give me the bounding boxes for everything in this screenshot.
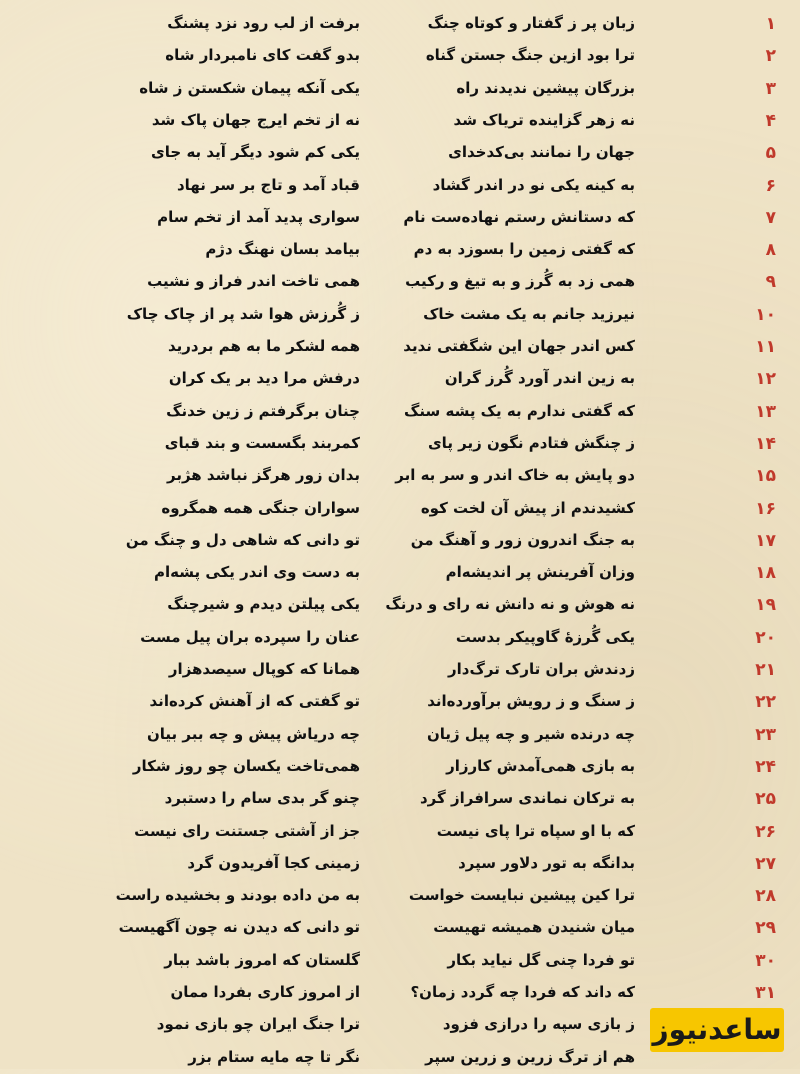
first-hemistich: تو دانی که شاهی دل و چنگ من xyxy=(125,530,360,549)
second-hemistich: نه زهر گزاینده تریاک شد xyxy=(453,110,635,129)
second-hemistich: زدندش بران تارک ترگ‌دار xyxy=(448,660,635,678)
first-hemistich: جز از آشتی جستنت رای نیست xyxy=(134,821,360,840)
first-hemistich: عنان را سپرده بران پیل مست xyxy=(140,627,360,646)
verse-number: ۲۹ xyxy=(755,918,776,939)
verse-number: ۲ xyxy=(765,46,776,67)
second-hemistich: کشیدندم از پیش آن لخت کوه xyxy=(420,498,635,517)
first-hemistich: یکی پیلتن دیدم و شیرچنگ xyxy=(167,595,360,614)
logo-text: ساعدنیوز xyxy=(652,1013,782,1046)
verse-number: ۱۰ xyxy=(755,304,776,325)
first-hemistich: همی‌تاخت یکسان چو روز شکار xyxy=(132,756,360,775)
verse-row xyxy=(0,493,800,525)
first-hemistich: تو دانی که دیدن نه چون آگهیست xyxy=(118,918,360,937)
verse-number: ۲۲ xyxy=(755,692,776,713)
verse-number: ۶ xyxy=(765,175,776,196)
second-hemistich: زبان پر ز گفتار و کوتاه چنگ xyxy=(427,14,635,32)
verse-number: ۲۷ xyxy=(755,853,776,874)
verse-row xyxy=(0,234,800,266)
verse-number: ۲۴ xyxy=(755,756,776,777)
verse-row xyxy=(0,266,800,298)
verse-row xyxy=(0,880,800,912)
second-hemistich: ترا بود ازین جنگ جستن گناه xyxy=(425,46,635,65)
verse-number: ۸ xyxy=(765,240,776,261)
second-hemistich: بدانگه به تور دلاور سپرد xyxy=(458,853,635,872)
first-hemistich: نه از تخم ایرج جهان پاک شد xyxy=(151,110,360,129)
first-hemistich: گلستان که امروز باشد ببار xyxy=(164,950,360,969)
second-hemistich: که گفتی ندارم به یک پشه سنگ xyxy=(404,401,635,420)
verse-row xyxy=(0,525,800,557)
verse-row xyxy=(0,945,800,977)
second-hemistich: همی زد به گُرز و به تیغ و رکیب xyxy=(405,272,635,291)
first-hemistich: زمینی کجا آفریدون گرد xyxy=(187,853,360,872)
second-hemistich: جهان را نمانند بی‌کدخدای xyxy=(448,143,635,162)
second-hemistich: هم از ترگ زرین و زرین سپر xyxy=(425,1047,635,1066)
verse-row xyxy=(0,40,800,72)
verse-row xyxy=(0,170,800,202)
second-hemistich: به کینه یکی نو در اندر گشاد xyxy=(432,175,635,194)
verse-row xyxy=(0,977,800,1009)
first-hemistich: از امروز کاری بفردا ممان xyxy=(170,983,360,1001)
verse-row xyxy=(0,719,800,751)
verse-number: ۱۴ xyxy=(755,433,776,454)
first-hemistich: چه دریاش پیش و چه ببر بیان xyxy=(146,724,360,743)
verse-number: ۲۵ xyxy=(755,789,776,810)
verse-row xyxy=(0,816,800,848)
verse-number: ۲۱ xyxy=(755,660,776,680)
first-hemistich: ترا جنگ ایران چو بازی نمود xyxy=(156,1015,360,1034)
first-hemistich: بیامد بسان نهنگ دژم xyxy=(205,240,360,259)
verse-row xyxy=(0,428,800,460)
second-hemistich: بزرگان پیشین ندیدند راه xyxy=(456,78,635,97)
verse-row xyxy=(0,686,800,718)
second-hemistich: میان شنیدن همیشه تهیست xyxy=(433,918,635,937)
verse-number: ۳۱ xyxy=(755,983,776,1003)
verse-number: ۹ xyxy=(765,272,776,293)
verse-number: ۱ xyxy=(765,14,776,34)
first-hemistich: یکی آنکه پیمان شکستن ز شاه xyxy=(139,78,360,97)
first-hemistich: یکی کم شود دیگر آید به جای xyxy=(151,143,360,162)
second-hemistich: که داند که فردا چه گردد زمان؟ xyxy=(410,983,635,1001)
verse-row xyxy=(0,848,800,880)
second-hemistich: چه درنده شیر و چه پیل ژیان xyxy=(426,724,635,743)
second-hemistich: نیرزید جانم به یک مشت خاک xyxy=(423,304,635,323)
verse-row xyxy=(0,137,800,169)
first-hemistich: همه لشکر ما به هم بردرید xyxy=(167,337,360,355)
verse-number: ۵ xyxy=(765,143,776,164)
first-hemistich: بدان زور هرگز نباشد هژبر xyxy=(166,466,360,485)
first-hemistich: برفت از لب رود نزد پشنگ xyxy=(167,14,360,32)
first-hemistich: همانا که کوپال سیصدهزار xyxy=(168,660,360,678)
verse-row xyxy=(0,73,800,105)
verse-number: ۳ xyxy=(765,78,776,99)
first-hemistich: سواری پدید آمد از تخم سام xyxy=(157,207,360,226)
verse-row xyxy=(0,363,800,395)
verse-row xyxy=(0,654,800,686)
second-hemistich: که گفتی زمین را بسوزد به دم xyxy=(413,240,635,259)
first-hemistich: همی تاخت اندر فراز و نشیب xyxy=(147,272,360,291)
second-hemistich: به بازی همی‌آمدش کارزار xyxy=(446,756,635,775)
verse-row xyxy=(0,202,800,234)
second-hemistich: که با او سپاه ترا پای نیست xyxy=(436,821,635,840)
verse-number: ۳۰ xyxy=(755,950,776,971)
second-hemistich: که دستانش رستم نهاده‌ست نام xyxy=(403,207,635,226)
verse-row xyxy=(0,396,800,428)
first-hemistich: به دست وی اندر یکی پشه‌ام xyxy=(154,563,360,582)
verse-number: ۲۶ xyxy=(755,821,776,842)
verse-number: ۱۶ xyxy=(755,498,776,519)
verse-number: ۱۹ xyxy=(755,595,776,616)
first-hemistich: کمربند بگسست و بند قبای xyxy=(164,433,360,452)
second-hemistich: وزان آفرینش پر اندیشه‌ام xyxy=(445,563,635,582)
second-hemistich: دو پایش به خاک اندر و سر به ابر xyxy=(395,466,635,485)
second-hemistich: به جنگ اندرون زور و آهنگ من xyxy=(410,530,635,549)
second-hemistich: به ترکان نماندی سرافراز گرد xyxy=(419,789,635,808)
verse-number: ۲۰ xyxy=(755,627,776,648)
verse-number: ۱۳ xyxy=(755,401,776,422)
first-hemistich: تو گفتی که از آهنش کرده‌اند xyxy=(149,692,360,711)
first-hemistich: نگر تا چه مایه ستام بزر xyxy=(188,1047,360,1066)
second-hemistich: ز بازی سپه را درازی فزود xyxy=(442,1015,635,1034)
verse-row xyxy=(0,8,800,40)
first-hemistich: درفش مرا دید بر یک کران xyxy=(168,369,360,388)
verse-number: ۲۳ xyxy=(755,724,776,745)
verse-row xyxy=(0,783,800,815)
first-hemistich: قباد آمد و تاج بر سر نهاد xyxy=(176,175,360,194)
verse-number: ۱۵ xyxy=(755,466,776,487)
second-hemistich: ترا کین پیشین نبایست خواست xyxy=(408,886,635,905)
verse-number: ۱۲ xyxy=(755,369,776,390)
verse-number: ۱۷ xyxy=(755,530,776,551)
first-hemistich: چنان برگرفتم ز زین خدنگ xyxy=(166,401,360,420)
verse-row xyxy=(0,622,800,654)
second-hemistich: به زین اندر آورد گُرز گران xyxy=(444,369,635,388)
verse-number: ۲۸ xyxy=(755,886,776,907)
verse-row xyxy=(0,589,800,621)
verse-row xyxy=(0,331,800,363)
verse-row xyxy=(0,912,800,944)
second-hemistich: کس اندر جهان این شگفتی ندید xyxy=(403,337,635,355)
first-hemistich: بدو گفت کای نامبردار شاه xyxy=(165,46,360,65)
verse-number: ۱۸ xyxy=(755,563,776,584)
verse-number: ۴ xyxy=(765,110,776,131)
verse-row xyxy=(0,751,800,783)
first-hemistich: ز گُرزش هوا شد پر از چاک چاک xyxy=(126,304,360,323)
verse-row xyxy=(0,105,800,137)
verse-row xyxy=(0,299,800,331)
second-hemistich: ز سنگ و ز رویش برآورده‌اند xyxy=(427,692,635,711)
verse-row xyxy=(0,557,800,589)
second-hemistich: نه هوش و نه دانش نه رای و درنگ xyxy=(385,595,635,614)
verse-number: ۱۱ xyxy=(755,337,776,357)
verse-number: ۷ xyxy=(765,207,776,228)
second-hemistich: تو فردا چنی گل نیاید بکار xyxy=(447,950,635,969)
first-hemistich: به من داده بودند و بخشیده راست xyxy=(115,886,360,905)
second-hemistich: ز چنگش فتادم نگون زیر پای xyxy=(427,433,635,452)
saadnews-logo[interactable] xyxy=(650,1008,784,1052)
first-hemistich: سواران جنگی همه همگروه xyxy=(161,498,360,517)
verse-row xyxy=(0,460,800,492)
first-hemistich: چنو گر بدی سام را دستبرد xyxy=(164,789,360,808)
second-hemistich: یکی گُرزهٔ گاوپیکر بدست xyxy=(455,627,635,646)
